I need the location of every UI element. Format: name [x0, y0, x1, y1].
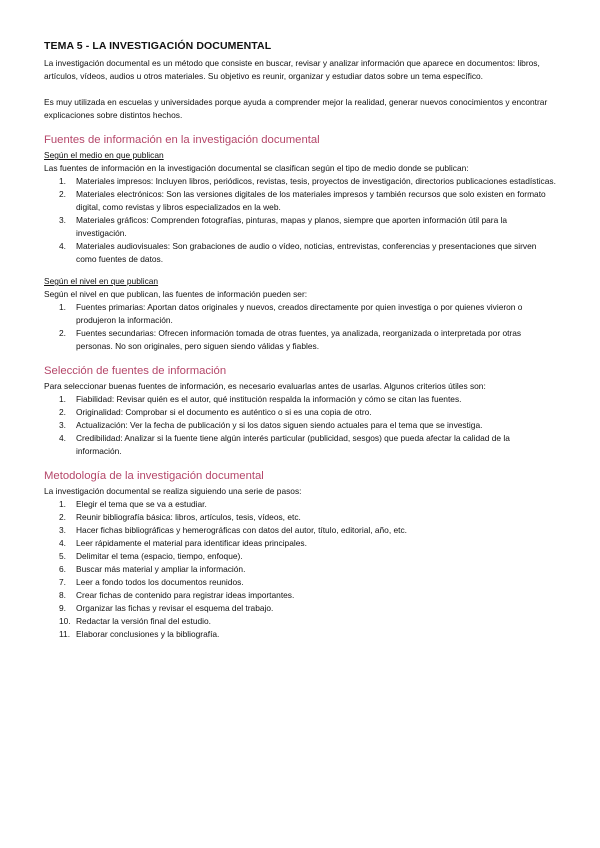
- list-item: 2. Materiales electrónicos: Son las versiones digitales de los materiales impresos y también recursos que solo existen en formato digital, como revistas y libros especializados en la web.: [59, 189, 546, 212]
- list-item: 3. Hacer fichas bibliográficas y hemerográficas con datos del autor, título, editorial, año, etc.: [59, 525, 407, 535]
- list-item: 9. Organizar las fichas y revisar el esquema del trabajo.: [59, 603, 274, 613]
- list-item: 6. Buscar más material y ampliar la información.: [59, 564, 246, 574]
- list-item: 7. Leer a fondo todos los documentos reunidos.: [59, 577, 244, 587]
- numbered-list: [44, 175, 556, 266]
- list-item: 1. Fiabilidad: Revisar quién es el autor, qué institución respalda la información y cómo se citan las fuentes.: [59, 394, 462, 404]
- section-heading: Selección de fuentes de información: [44, 365, 227, 377]
- list-item: 4. Materiales audiovisuales: Son grabaciones de audio o vídeo, noticias, entrevistas, conferencias y presentaciones que sirven como fuentes de datos.: [59, 241, 537, 264]
- section-text: La investigación documental se realiza siguiendo una serie de pasos:: [44, 486, 302, 496]
- list-item: 11. Elaborar conclusiones y la bibliografía.: [59, 629, 220, 639]
- intro-paragraph: Es muy utilizada en escuelas y universidades porque ayuda a comprender mejor la realidad, generar nuevos conocimientos y encontrar explicaciones sobre distintos hechos.: [44, 97, 548, 120]
- subsection-title: Según el nivel en que publican: [44, 276, 159, 286]
- list-item: 3. Actualización: Ver la fecha de publicación y si los datos siguen siendo actuales para el tema que se investiga.: [59, 420, 483, 430]
- section-heading: Metodología de la investigación documental: [44, 470, 264, 482]
- list-item: 4. Leer rápidamente el material para identificar ideas principales.: [59, 538, 307, 548]
- list-item: 2. Originalidad: Comprobar si el documento es auténtico o si es una copia de otro.: [59, 407, 372, 417]
- list-item: 2. Fuentes secundarias: Ofrecen información tomada de otras fuentes, ya analizada, reorganizada o interpretada por otras personas. No son originales, pero siguen siendo válidas y fiables.: [59, 328, 522, 351]
- list-item: 2. Reunir bibliografía básica: libros, artículos, tesis, vídeos, etc.: [59, 512, 301, 522]
- list-item: 8. Crear fichas de contenido para registrar ideas importantes.: [59, 590, 295, 600]
- list-item: 4. Credibilidad: Analizar si la fuente tiene algún interés particular (publicidad, sesgos) que pueda afectar la calidad de la información.: [59, 433, 510, 456]
- numbered-list: [44, 393, 556, 458]
- list-item: 5. Delimitar el tema (espacio, tiempo, enfoque).: [59, 551, 243, 561]
- list-item: 3. Materiales gráficos: Comprenden fotografías, pinturas, mapas y planos, siempre que aporten información útil para la investigación.: [59, 215, 508, 238]
- intro-paragraph: La investigación documental es un método que consiste en buscar, revisar y analizar información que aparece en documentos: libros, artículos, vídeos, audios u otros materiales. Su objetivo es reunir, organizar y estudiar datos sobre un tema específico.: [44, 58, 540, 81]
- list-item: 10. Redactar la versión final del estudio.: [59, 616, 212, 626]
- section-text: Las fuentes de información en la investigación documental se clasifican según el tipo de medio donde se publican:: [44, 163, 469, 173]
- subsection-title: Según el medio en que publican: [44, 150, 164, 160]
- section-text: Según el nivel en que publican, las fuentes de información pueden ser:: [44, 289, 308, 299]
- list-item: 1. Elegir el tema que se va a estudiar.: [59, 499, 207, 509]
- section-heading: Fuentes de información en la investigación documental: [44, 134, 320, 146]
- section-text: Para seleccionar buenas fuentes de información, es necesario evaluarlas antes de usarlas. Algunos criterios útiles son:: [44, 381, 486, 391]
- numbered-list: [44, 498, 556, 641]
- numbered-list: [44, 301, 556, 353]
- list-item: 1. Fuentes primarias: Aportan datos originales y nuevos, creados directamente por quien investiga o por quienes vivieron o produjeron la información.: [59, 302, 523, 325]
- list-item: 1. Materiales impresos: Incluyen libros, periódicos, revistas, tesis, proyectos de investigación, directorios publicaciones estadísticas.: [59, 176, 556, 186]
- document-title: TEMA 5 - LA INVESTIGACIÓN DOCUMENTAL: [44, 40, 272, 52]
